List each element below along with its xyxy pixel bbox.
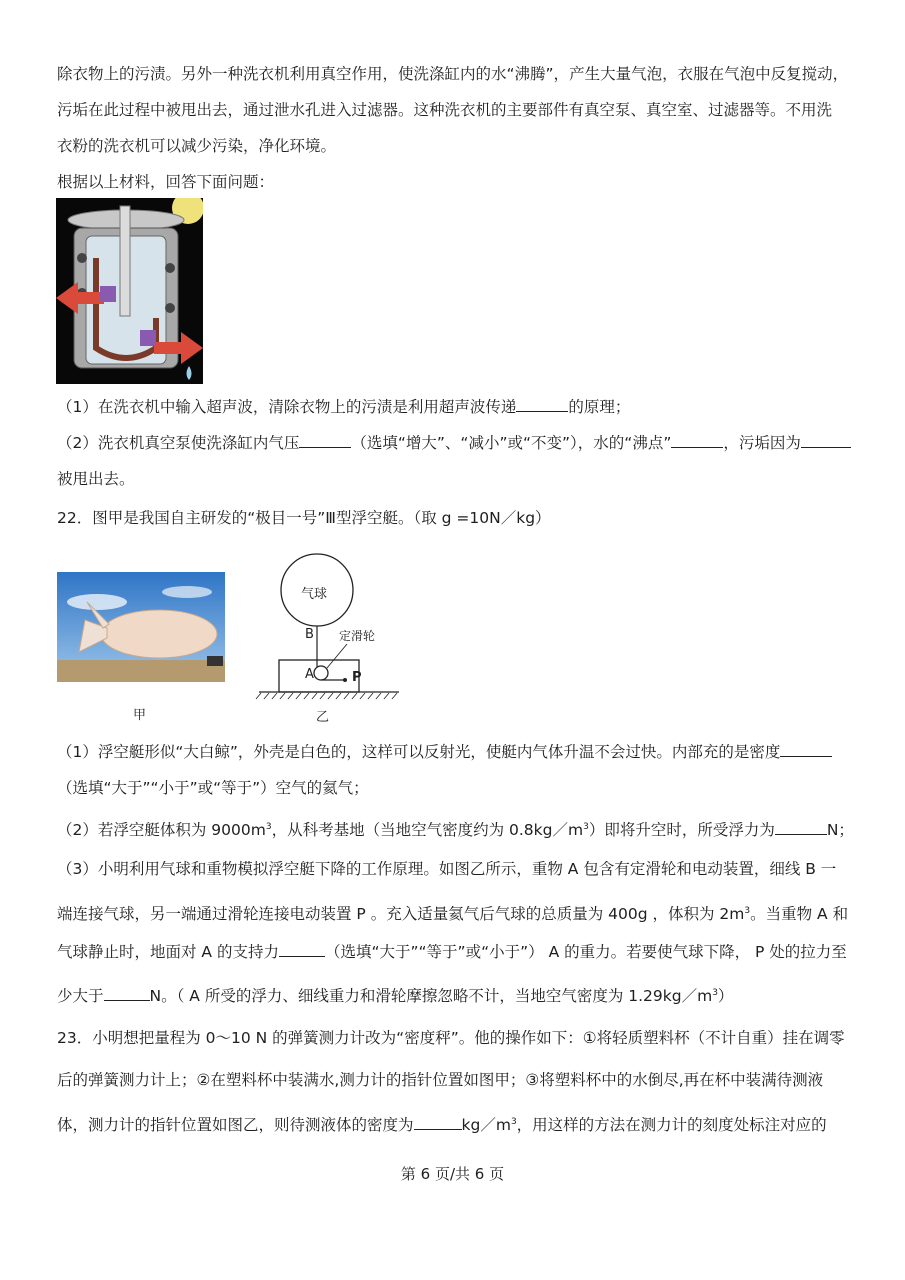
q22-part1-cont: （选填“大于”“小于”或“等于”）空气的氦气； [57, 779, 369, 797]
line-b-label: B [305, 627, 314, 642]
answer-blank[interactable] [279, 942, 325, 957]
answer-blank[interactable] [104, 986, 150, 1001]
answer-blank[interactable] [299, 433, 351, 448]
q22-part3-l3: 气球静止时，地面对 A 的支持力 （选填“大于”“等于”或“小于”） A 的重力。若要使气球下降， P 处的拉力至 [57, 943, 847, 961]
q22-part3-l1: （3）小明利用气球和重物模拟浮空艇下降的工作原理。如图乙所示，重物 A 包含有定滑轮和电动装置，细线 B 一 [57, 860, 837, 878]
q22-part1: （1）浮空艇形似“大白鲸”，外壳是白色的，这样可以反射光，使艇内气体升温不会过快。内部充的是密度 [57, 740, 832, 764]
balloon-label: 气球 [301, 587, 328, 602]
answer-blank[interactable] [775, 820, 827, 835]
intro-line-2: 污垢在此过程中被甩出去，通过泄水孔进入过滤器。这种洗衣机的主要部件有真空泵、真空室、过滤器等。不用洗 [57, 101, 833, 119]
q23-line-1: 23．小明想把量程为 0～10 N 的弹簧测力计改为“密度秤”。他的操作如下：①将轻质塑料杯（不计自重）挂在调零 [57, 1029, 845, 1047]
q23-line-2: 后的弹簧测力计上；②在塑料杯中装满水,测力计的指针位置如图甲；③将塑料杯中的水倒尽,再在杯中装满待测液 [57, 1071, 824, 1089]
answer-blank[interactable] [801, 433, 851, 448]
answer-blank[interactable] [671, 433, 723, 448]
q22-part2: （2）若浮空艇体积为 $9000m^3$，从科考基地（当地空气密度约为 $0.8kg/m^3$）即将升空时，所受浮力为 N； [57, 821, 854, 840]
answer-blank[interactable] [780, 742, 832, 757]
answer-blank[interactable] [516, 397, 568, 412]
airship-photo [57, 572, 225, 682]
intro-line-4: 根据以上材料，回答下面问题： [57, 173, 275, 191]
intro-line-3: 衣粉的洗衣机可以减少污染，净化环境。 [57, 137, 337, 155]
answer-blank[interactable] [414, 1115, 462, 1130]
q21-part2: （2）洗衣机真空泵使洗涤缸内气压 （选填“增大”、“减小”或“不变”），水的“沸点” ，污垢因为 [57, 431, 851, 455]
point-p-label: P [352, 670, 362, 685]
q22-part3-l2: 端连接气球，另一端通过滑轮连接电动装置 P 。充入适量氦气后气球的总质量为 400g ，体积为 $2m^3$。当重物 A 和 [57, 905, 849, 924]
pulley-label: 定滑轮 [339, 629, 376, 643]
q21-part2-cont: 被甩出去。 [57, 470, 135, 488]
intro-line-1: 除衣物上的污渍。另外一种洗衣机利用真空作用，使洗涤缸内的水“沸腾”，产生大量气泡，衣服在气泡中反复搅动， [57, 65, 849, 83]
q21-part1: （1）在洗衣机中输入超声波，清除衣物上的污渍是利用超声波传递 的原理； [57, 398, 631, 416]
q23-line-3: 体，测力计的指针位置如图乙，则待测液体的密度为 $kg/m^3$，用这样的方法在测力计的刻度处标注对应的 [57, 1116, 827, 1135]
weight-a-label: A [305, 667, 314, 682]
q22-part3-l4: 少大于 N。（ A 所受的浮力、细线重力和滑轮摩擦忽略不计，当地空气密度为 $1.29kg/m^3$） [57, 987, 734, 1006]
q22-stem: 22．图甲是我国自主研发的“极目一号”Ⅲ型浮空艇。（取 g =10N／kg） [57, 509, 551, 527]
balloon-diagram [255, 552, 405, 702]
page-footer: 第 6 页/共 6 页 [400, 1165, 505, 1183]
washing-machine-figure [56, 198, 203, 384]
figure-yi-label: 乙 [316, 710, 330, 725]
figure-jia-label: 甲 [133, 708, 147, 723]
